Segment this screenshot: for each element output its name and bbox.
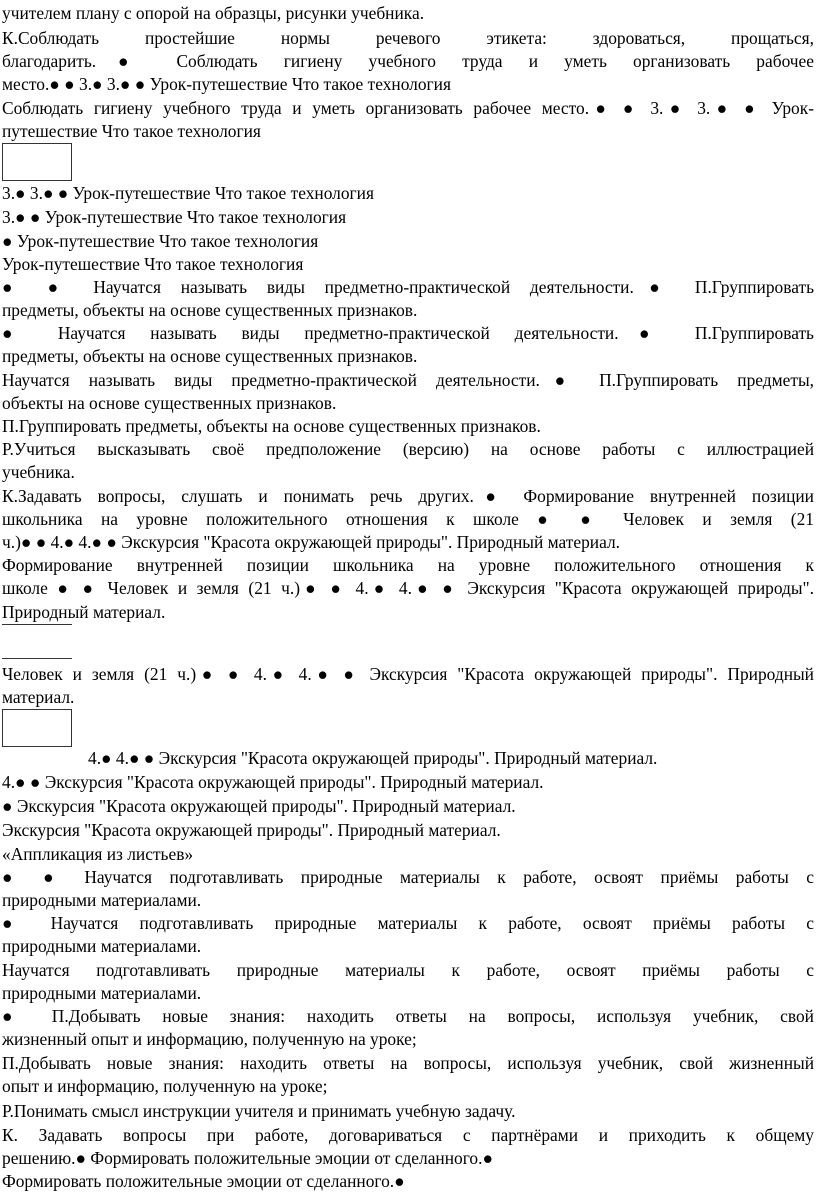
text-line: природными материалами. [2,936,202,956]
text-line: 3.● ● Урок-путешествие Что такое технология [2,207,347,227]
text-line: К. Задавать вопросы при работе, договариваться с партнёрами и приходить к общему [2,1125,814,1145]
text-line: школе ● ● Человек и земля (21 ч.)● ● 4.● 4.● ● Экскурсия "Красота окружающей природы". [2,578,814,598]
text-line: П.Группировать предметы, объекты на основе существенных признаков. [2,416,541,436]
text-line: 4.● ● Экскурсия "Красота окружающей природы". Природный материал. [2,772,544,792]
text-line: ● Урок-путешествие Что такое технология [2,231,319,251]
text-line: школьника на уровне положительного отношения к школе ● ● Человек и земля (21 [2,509,814,529]
text-line: объекты на основе существенных признаков. [2,393,337,413]
text-line: Урок-путешествие Что такое технология [2,254,304,274]
text-line: путешествие Что такое технология [2,121,261,141]
text-line: ● Научатся называть виды предметно-практической деятельности.● П.Группировать [2,323,814,343]
divider-rule [2,658,72,659]
text-line: Формировать положительные эмоции от сделанного.● [2,1171,405,1191]
text-line: благодарить.● Соблюдать гигиену учебного труда и уметь организовать рабочее [2,51,814,71]
text-line: Формирование внутренней позиции школьника на уровне положительного отношения к [2,555,814,575]
text-line: ● Экскурсия "Красота окружающей природы". Природный материал. [2,796,516,816]
text-line: опыт и информацию, полученную на уроке; [2,1076,328,1096]
text-line: Р.Учиться высказывать своё предположение (версию) на основе работы с иллюстрацией [2,439,814,459]
text-line: 4.● 4.● ● Экскурсия "Красота окружающей природы". Природный материал. [88,748,658,768]
text-line: Человек и земля (21 ч.)● ● 4.● 4.● ● Экскурсия "Красота окружающей природы". Природный [2,664,814,684]
text-line: Экскурсия "Красота окружающей природы". Природный материал. [2,820,501,840]
text-line: К.Соблюдать простейшие нормы речевого этикета: здороваться, прощаться, [2,28,814,48]
text-line: ● Научатся подготавливать природные материалы к работе, освоят приёмы работы с [2,913,814,933]
text-line: Р.Понимать смысл инструкции учителя и принимать учебную задачу. [2,1101,516,1121]
text-line: Научатся называть виды предметно-практической деятельности.● П.Группировать предметы, [2,370,814,390]
text-line: учебника. [2,462,75,482]
text-line: место.● ● 3.● 3.● ● Урок-путешествие Что такое технология [2,74,451,94]
text-line: ч.)● ● 4.● 4.● ● Экскурсия "Красота окружающей природы". Природный материал. [2,532,620,552]
text-line: Природный материал. [2,602,166,622]
text-line: ● ● Научатся называть виды предметно-практической деятельности.● П.Группировать [2,277,814,297]
empty-frame [2,709,72,747]
text-line: Научатся подготавливать природные материалы к работе, освоят приёмы работы с [2,960,814,980]
text-line: предметы, объекты на основе существенных признаков. [2,346,418,366]
text-line: К.Задавать вопросы, слушать и понимать речь других.● Формирование внутренней позиции [2,486,814,506]
text-line: Соблюдать гигиену учебного труда и уметь организовать рабочее место.● ● 3.● 3.● ● Урок- [2,98,814,118]
text-line: природными материалами. [2,983,202,1003]
text-line: учителем плану с опорой на образцы, рисунки учебника. [2,3,425,23]
text-line: 3.● 3.● ● Урок-путешествие Что такое технология [2,183,374,203]
text-line: жизненный опыт и информацию, полученную на уроке; [2,1029,417,1049]
divider-rule [2,624,72,625]
text-line: ● ● Научатся подготавливать природные материалы к работе, освоят приёмы работы с [2,867,814,887]
text-line: решению.● Формировать положительные эмоции от сделанного.● [2,1148,493,1168]
text-line: ● П.Добывать новые знания: находить ответы на вопросы, используя учебник, свой [2,1006,814,1026]
empty-frame [2,143,72,181]
text-line: П.Добывать новые знания: находить ответы на вопросы, используя учебник, свой жизненный [2,1053,814,1073]
text-line: предметы, объекты на основе существенных признаков. [2,300,418,320]
text-line: природными материалами. [2,890,202,910]
text-line: «Аппликация из листьев» [2,844,194,864]
text-line: материал. [2,687,75,707]
